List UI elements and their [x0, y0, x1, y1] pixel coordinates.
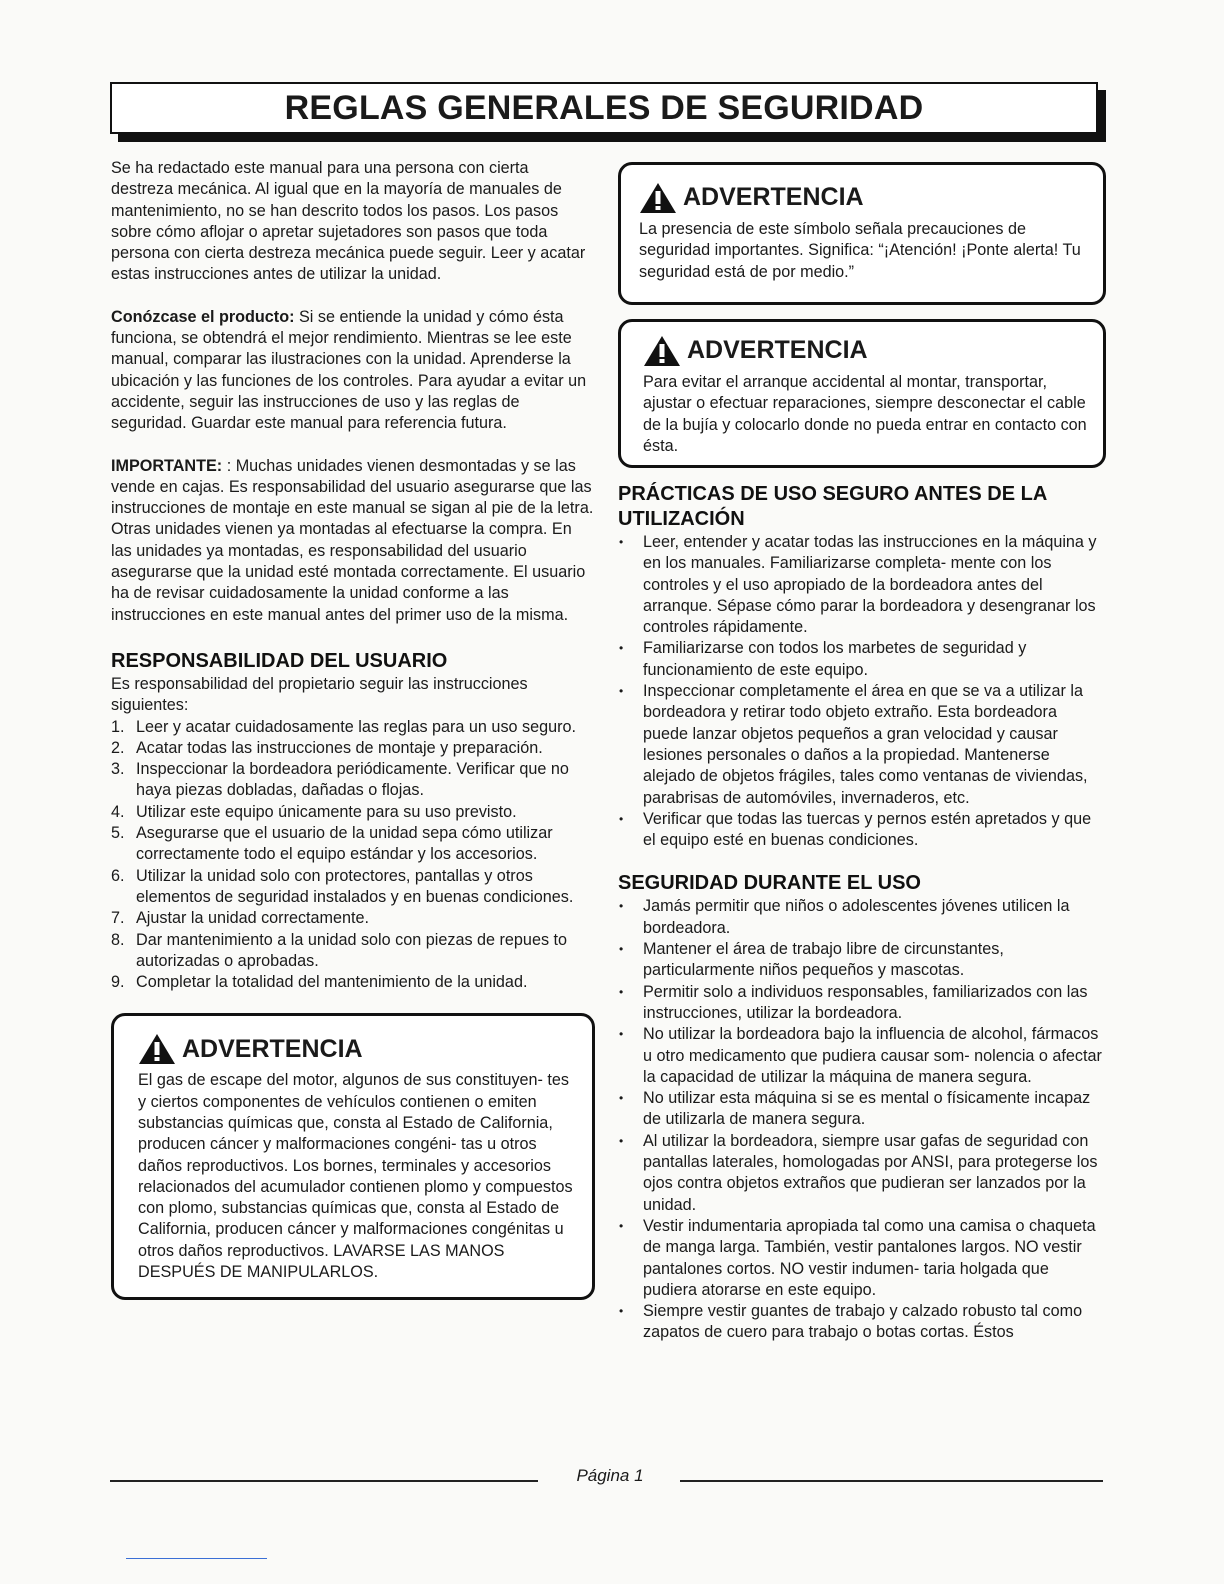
list-item: 2. Acatar todas las instrucciones de montaje y preparación.: [111, 738, 543, 757]
list-item: • No utilizar la bordeadora bajo la influencia de alcohol, fármacos u otro medicamento que pudiera causar som- nolencia o afectar la capacidad de utilizar la máquina de manera segura.: [618, 1024, 1106, 1088]
list-item: 4. Utilizar este equipo únicamente para su uso previsto.: [111, 802, 517, 821]
left-column: [111, 158, 595, 1300]
user-responsibility-intro: Es responsabilidad del propietario seguir las instrucciones siguientes:: [111, 674, 528, 715]
right-column: [618, 162, 1106, 1344]
list-item: • Jamás permitir que niños o adolescentes jóvenes utilicen la bordeadora.: [618, 896, 1106, 939]
safe-practices-list: [618, 532, 1106, 851]
warning-header: [643, 334, 1091, 368]
list-item: 1. Leer y acatar cuidadosamente las reglas para un uso seguro.: [111, 717, 577, 736]
list-item: • Al utilizar la bordeadora, siempre usar gafas de seguridad con pantallas laterales, homologadas por ANSI, para protegerse los ojos contra objetos extraños que pudieran ser lanzados por la unidad.: [618, 1131, 1106, 1216]
list-item: 6. Utilizar la unidad solo con protectores, pantallas y otros elementos de seguridad instalados y en buenas condiciones.: [111, 866, 574, 906]
list-item: 3. Inspeccionar la bordeadora periódicamente. Verificar que no haya piezas dobladas, dañadas o flojas.: [111, 760, 569, 800]
warning-box-spark-plug: [618, 319, 1106, 468]
use-safety-list: [618, 896, 1106, 1343]
important-label: IMPORTANTE:: [111, 456, 223, 475]
page-title: REGLAS GENERALES DE SEGURIDAD: [284, 88, 924, 127]
warning-header: [138, 1032, 580, 1066]
list-item: 9. Completar la totalidad del mantenimiento de la unidad.: [111, 973, 528, 992]
warning-text: El gas de escape del motor, algunos de sus constituyen- tes y ciertos componentes de vehículos contienen o emiten substancias químicas que, consta al Estado de California, producen cáncer y malformaciones congéni- tas u otros daños reproductivos. Los bornes, terminales y accesorios relacionados del acumulador contienen plomo y compuestos con plomo, substancias químicas que, consta al Estado de California, producen cáncer y malformaciones congénitas u otros daños reproductivos. LAVARSE LAS MANOS DESPUÉS DE MANIPULARLOS.: [138, 1071, 573, 1282]
list-item: 5. Asegurarse que el usuario de la unidad sepa cómo utilizar correctamente todo el equipo estándar y los accesorios.: [111, 824, 553, 864]
list-item: • Verificar que todas las tuercas y pernos estén apretados y que el equipo esté en buenas condiciones.: [618, 809, 1106, 852]
safe-practices-heading: PRÁCTICAS DE USO SEGURO ANTES DE LA UTILIZACIÓN: [618, 483, 1047, 530]
list-item: • Permitir solo a individuos responsables, familiarizados con las instrucciones, utilizar la bordeadora.: [618, 982, 1106, 1025]
warning-label: ADVERTENCIA: [683, 183, 864, 212]
warning-label: ADVERTENCIA: [687, 336, 868, 365]
list-item: • Siempre vestir guantes de trabajo y calzado robusto tal como zapatos de cuero para trabajo o botas cortas. Éstos: [618, 1301, 1106, 1344]
list-item: 7. Ajustar la unidad correctamente.: [111, 909, 370, 928]
user-responsibility-list: [111, 717, 595, 994]
know-product-label: Conózcase el producto:: [111, 307, 295, 326]
important-text: : Muchas unidades vienen desmontadas y se las vende en cajas. Es responsabilidad del usuario asegurarse que las instrucciones de montaje en este manual se sigan al pie de la letra. Otras unidades vienen ya montadas al efectuarse la compra. En las unidades ya montadas, es responsabilidad del usuario asegurarse que la unidad esté montada correctamente. El usuario ha de revisar cuidadosamente la unidad conforme a las instrucciones en este manual antes del primer uso de la misma.: [111, 456, 594, 624]
list-item: • Familiarizarse con todos los marbetes de seguridad y funcionamiento de este equipo.: [618, 638, 1106, 681]
warning-triangle-icon: [639, 182, 677, 214]
list-item: • Vestir indumentaria apropiada tal como una camisa o chaqueta de manga larga. También, vestir pantalones largos. NO vestir pantalones cortos. NO vestir indumen- taria holgada que pudiera atorarse en este equipo.: [618, 1216, 1106, 1301]
warning-box-symbol: [618, 162, 1106, 305]
warning-header: [639, 181, 1087, 215]
list-item: • Mantener el área de trabajo libre de circunstantes, particularmente niños pequeños y mascotas.: [618, 939, 1106, 982]
warning-label: ADVERTENCIA: [182, 1034, 363, 1063]
know-product-text: Si se entiende la unidad y cómo ésta funciona, se obtendrá el mejor rendimiento. Mientras se lee este manual, comparar las ilustraciones con la unidad. Aprenderse la ubicación y las funciones de los controles. Para ayudar a evitar un accidente, seguir las instrucciones de uso y las reglas de seguridad. Guardar este manual para referencia futura.: [111, 307, 587, 433]
use-safety-heading: SEGURIDAD DURANTE EL USO: [618, 872, 921, 895]
warning-triangle-icon: [138, 1033, 176, 1065]
footer-rule-right: [680, 1480, 1103, 1482]
intro-paragraph: Se ha redactado este manual para una persona con cierta destreza mecánica. Al igual que en la mayoría de manuales de mantenimiento, no se han descrito todos los pasos. Los pasos sobre cómo aflojar o apretar sujetadores son pasos que toda persona con cierta destreza mecánica puede seguir. Leer y acatar estas instrucciones antes de utilizar la unidad.: [111, 159, 586, 284]
list-item: • No utilizar esta máquina si se es mental o físicamente incapaz de utilizarla de manera segura.: [618, 1088, 1106, 1131]
list-item: • Inspeccionar completamente el área en que se va a utilizar la bordeadora y retirar todo objeto extraño. Esta bordeadora puede lanzar objetos pequeños a gran velocidad y causar lesiones personales o daños a la propiedad. Mantenerse alejado de objetos frágiles, tales como ventanas de viviendas, parabrisas de automóviles, invernaderos, etc.: [618, 681, 1106, 809]
warning-text: La presencia de este símbolo señala precauciones de seguridad importantes. Significa: “¡Atención! ¡Ponte alerta! Tu seguridad está de por medio.”: [639, 220, 1081, 281]
list-item: 8. Dar mantenimiento a la unidad solo con piezas de repues to autorizadas o aprobadas.: [111, 930, 568, 970]
footer-rule-left: [110, 1480, 538, 1482]
page-number: Página 1: [576, 1466, 644, 1485]
list-item: • Leer, entender y acatar todas las instrucciones en la máquina y en los manuales. Familiarizarse completa- mente con los controles y el uso apropiado de la bordeadora antes del arranque. Sépase cómo parar la bordeadora y desengranar los controles rápidamente.: [618, 532, 1106, 638]
important-paragraph: [111, 456, 595, 626]
know-product-paragraph: [111, 307, 595, 435]
warning-box-california: [111, 1013, 595, 1300]
title-banner: [110, 82, 1098, 134]
warning-text: Para evitar el arranque accidental al montar, transportar, ajustar o efectuar reparaciones, siempre desconectar el cable de la bujía y colocarlo donde no pueda entrar en contacto con ésta.: [643, 373, 1087, 455]
scan-artifact-line: [126, 1558, 267, 1559]
warning-triangle-icon: [643, 335, 681, 367]
user-responsibility-heading: RESPONSABILIDAD DEL USUARIO: [111, 649, 448, 672]
